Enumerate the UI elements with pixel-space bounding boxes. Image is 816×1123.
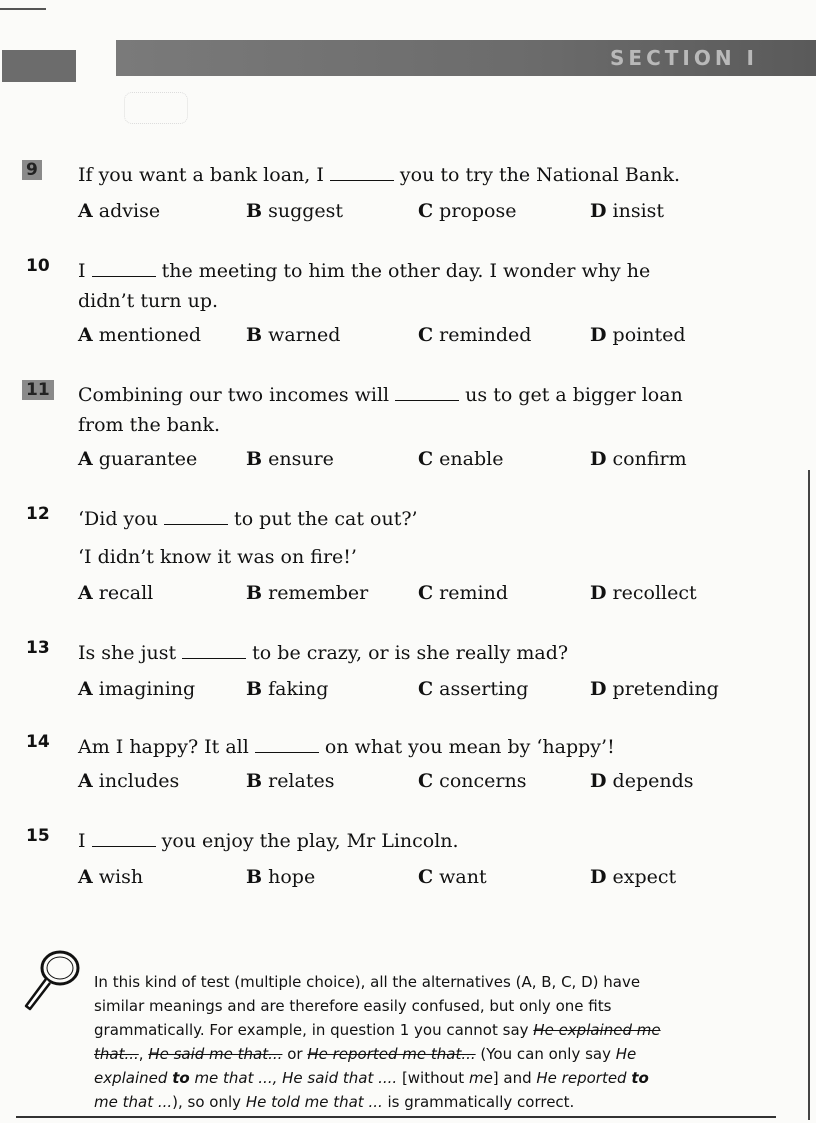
stem-text: you enjoy the play, Mr Lincoln.: [155, 830, 459, 852]
option-b[interactable]: B relates: [246, 770, 335, 792]
top-rule: [0, 8, 46, 10]
question-stem: [78, 826, 768, 856]
stem-text: from the bank.: [78, 414, 221, 436]
stem-text: Is she just: [78, 642, 183, 664]
option-b[interactable]: B suggest: [246, 200, 344, 222]
option-d[interactable]: D expect: [590, 866, 677, 888]
answer-blank: [395, 384, 459, 401]
question-number: 12: [26, 504, 50, 524]
section-label: SECTION I: [610, 46, 758, 70]
option-d[interactable]: D depends: [590, 770, 694, 792]
question-stem: [78, 256, 768, 316]
question-number: 9: [22, 160, 42, 180]
faint-stamp: [124, 92, 188, 124]
question-stem: [78, 732, 768, 762]
option-d[interactable]: D pretending: [590, 678, 719, 700]
bottom-rule: [16, 1116, 776, 1118]
stem-text: If you want a bank loan, I: [78, 164, 330, 186]
question-stem: [78, 160, 768, 190]
answer-blank: [164, 508, 228, 525]
option-a[interactable]: A imagining: [78, 678, 196, 700]
option-c[interactable]: C propose: [418, 200, 517, 222]
option-b[interactable]: B remember: [246, 582, 369, 604]
tip-line: explained to me that ..., He said that .... [without me] and He reported to: [94, 1069, 649, 1087]
answer-options: [78, 200, 778, 230]
option-a[interactable]: A mentioned: [78, 324, 202, 346]
option-b[interactable]: B faking: [246, 678, 329, 700]
option-a[interactable]: A recall: [78, 582, 154, 604]
option-c[interactable]: C remind: [418, 582, 508, 604]
question-stem: [78, 380, 768, 440]
stem-text: to be crazy, or is she really mad?: [246, 642, 569, 664]
stem-text: us to get a bigger loan: [459, 384, 683, 406]
answer-blank: [182, 642, 246, 659]
option-a[interactable]: A wish: [78, 866, 144, 888]
tip-line: grammatically. For example, in question 1 you cannot say He explained me: [94, 1021, 661, 1039]
answer-options: [78, 324, 778, 354]
question-number: 15: [26, 826, 50, 846]
page-edge: [808, 470, 810, 1120]
answer-blank: [255, 736, 319, 753]
stem-text: you to try the National Bank.: [393, 164, 681, 186]
option-b[interactable]: B ensure: [246, 448, 334, 470]
stem-text: I: [78, 260, 92, 282]
stem-text: on what you mean by ‘happy’!: [318, 736, 615, 758]
answer-options: [78, 582, 778, 612]
question-number: 11: [22, 380, 54, 400]
stem-text: to put the cat out?’: [228, 508, 418, 530]
option-a[interactable]: A includes: [78, 770, 180, 792]
answer-options: [78, 866, 778, 896]
header-band-left: [2, 50, 76, 82]
tip-line: similar meanings and are therefore easily confused, but only one fits: [94, 997, 612, 1015]
option-d[interactable]: D pointed: [590, 324, 686, 346]
magnifier-icon: [18, 946, 84, 1024]
header-band: [116, 40, 816, 76]
tip-line: me that ...), so only He told me that ... is grammatically correct.: [94, 1093, 575, 1111]
question-number: 10: [26, 256, 50, 276]
option-c[interactable]: C asserting: [418, 678, 529, 700]
stem-text: ‘Did you: [78, 508, 165, 530]
stem-text: Am I happy? It all: [78, 736, 255, 758]
tip-line: In this kind of test (multiple choice), all the alternatives (A, B, C, D) have: [94, 973, 641, 991]
answer-blank: [330, 164, 394, 181]
option-b[interactable]: B warned: [246, 324, 341, 346]
option-c[interactable]: C want: [418, 866, 487, 888]
option-d[interactable]: D insist: [590, 200, 665, 222]
option-c[interactable]: C reminded: [418, 324, 532, 346]
answer-options: [78, 448, 778, 478]
question-stem: [78, 504, 768, 572]
stem-text: the meeting to him the other day. I wonder why he: [155, 260, 651, 282]
stem-text: I: [78, 830, 92, 852]
tip-text: [94, 970, 734, 1114]
question-number: 14: [26, 732, 50, 752]
stem-text: didn’t turn up.: [78, 290, 219, 312]
stem-text: Combining our two incomes will: [78, 384, 396, 406]
option-a[interactable]: A guarantee: [78, 448, 198, 470]
tip-line: that..., He said me that... or He reported me that... (You can only say He: [94, 1045, 637, 1063]
answer-blank: [92, 260, 156, 277]
option-c[interactable]: C enable: [418, 448, 504, 470]
option-a[interactable]: A advise: [78, 200, 161, 222]
answer-options: [78, 770, 778, 800]
answer-options: [78, 678, 778, 708]
answer-blank: [92, 830, 156, 847]
option-d[interactable]: D confirm: [590, 448, 687, 470]
option-d[interactable]: D recollect: [590, 582, 697, 604]
question-number: 13: [26, 638, 50, 658]
option-b[interactable]: B hope: [246, 866, 316, 888]
option-c[interactable]: C concerns: [418, 770, 527, 792]
question-stem: [78, 638, 768, 668]
stem-text: ‘I didn’t know it was on fire!’: [78, 546, 357, 568]
